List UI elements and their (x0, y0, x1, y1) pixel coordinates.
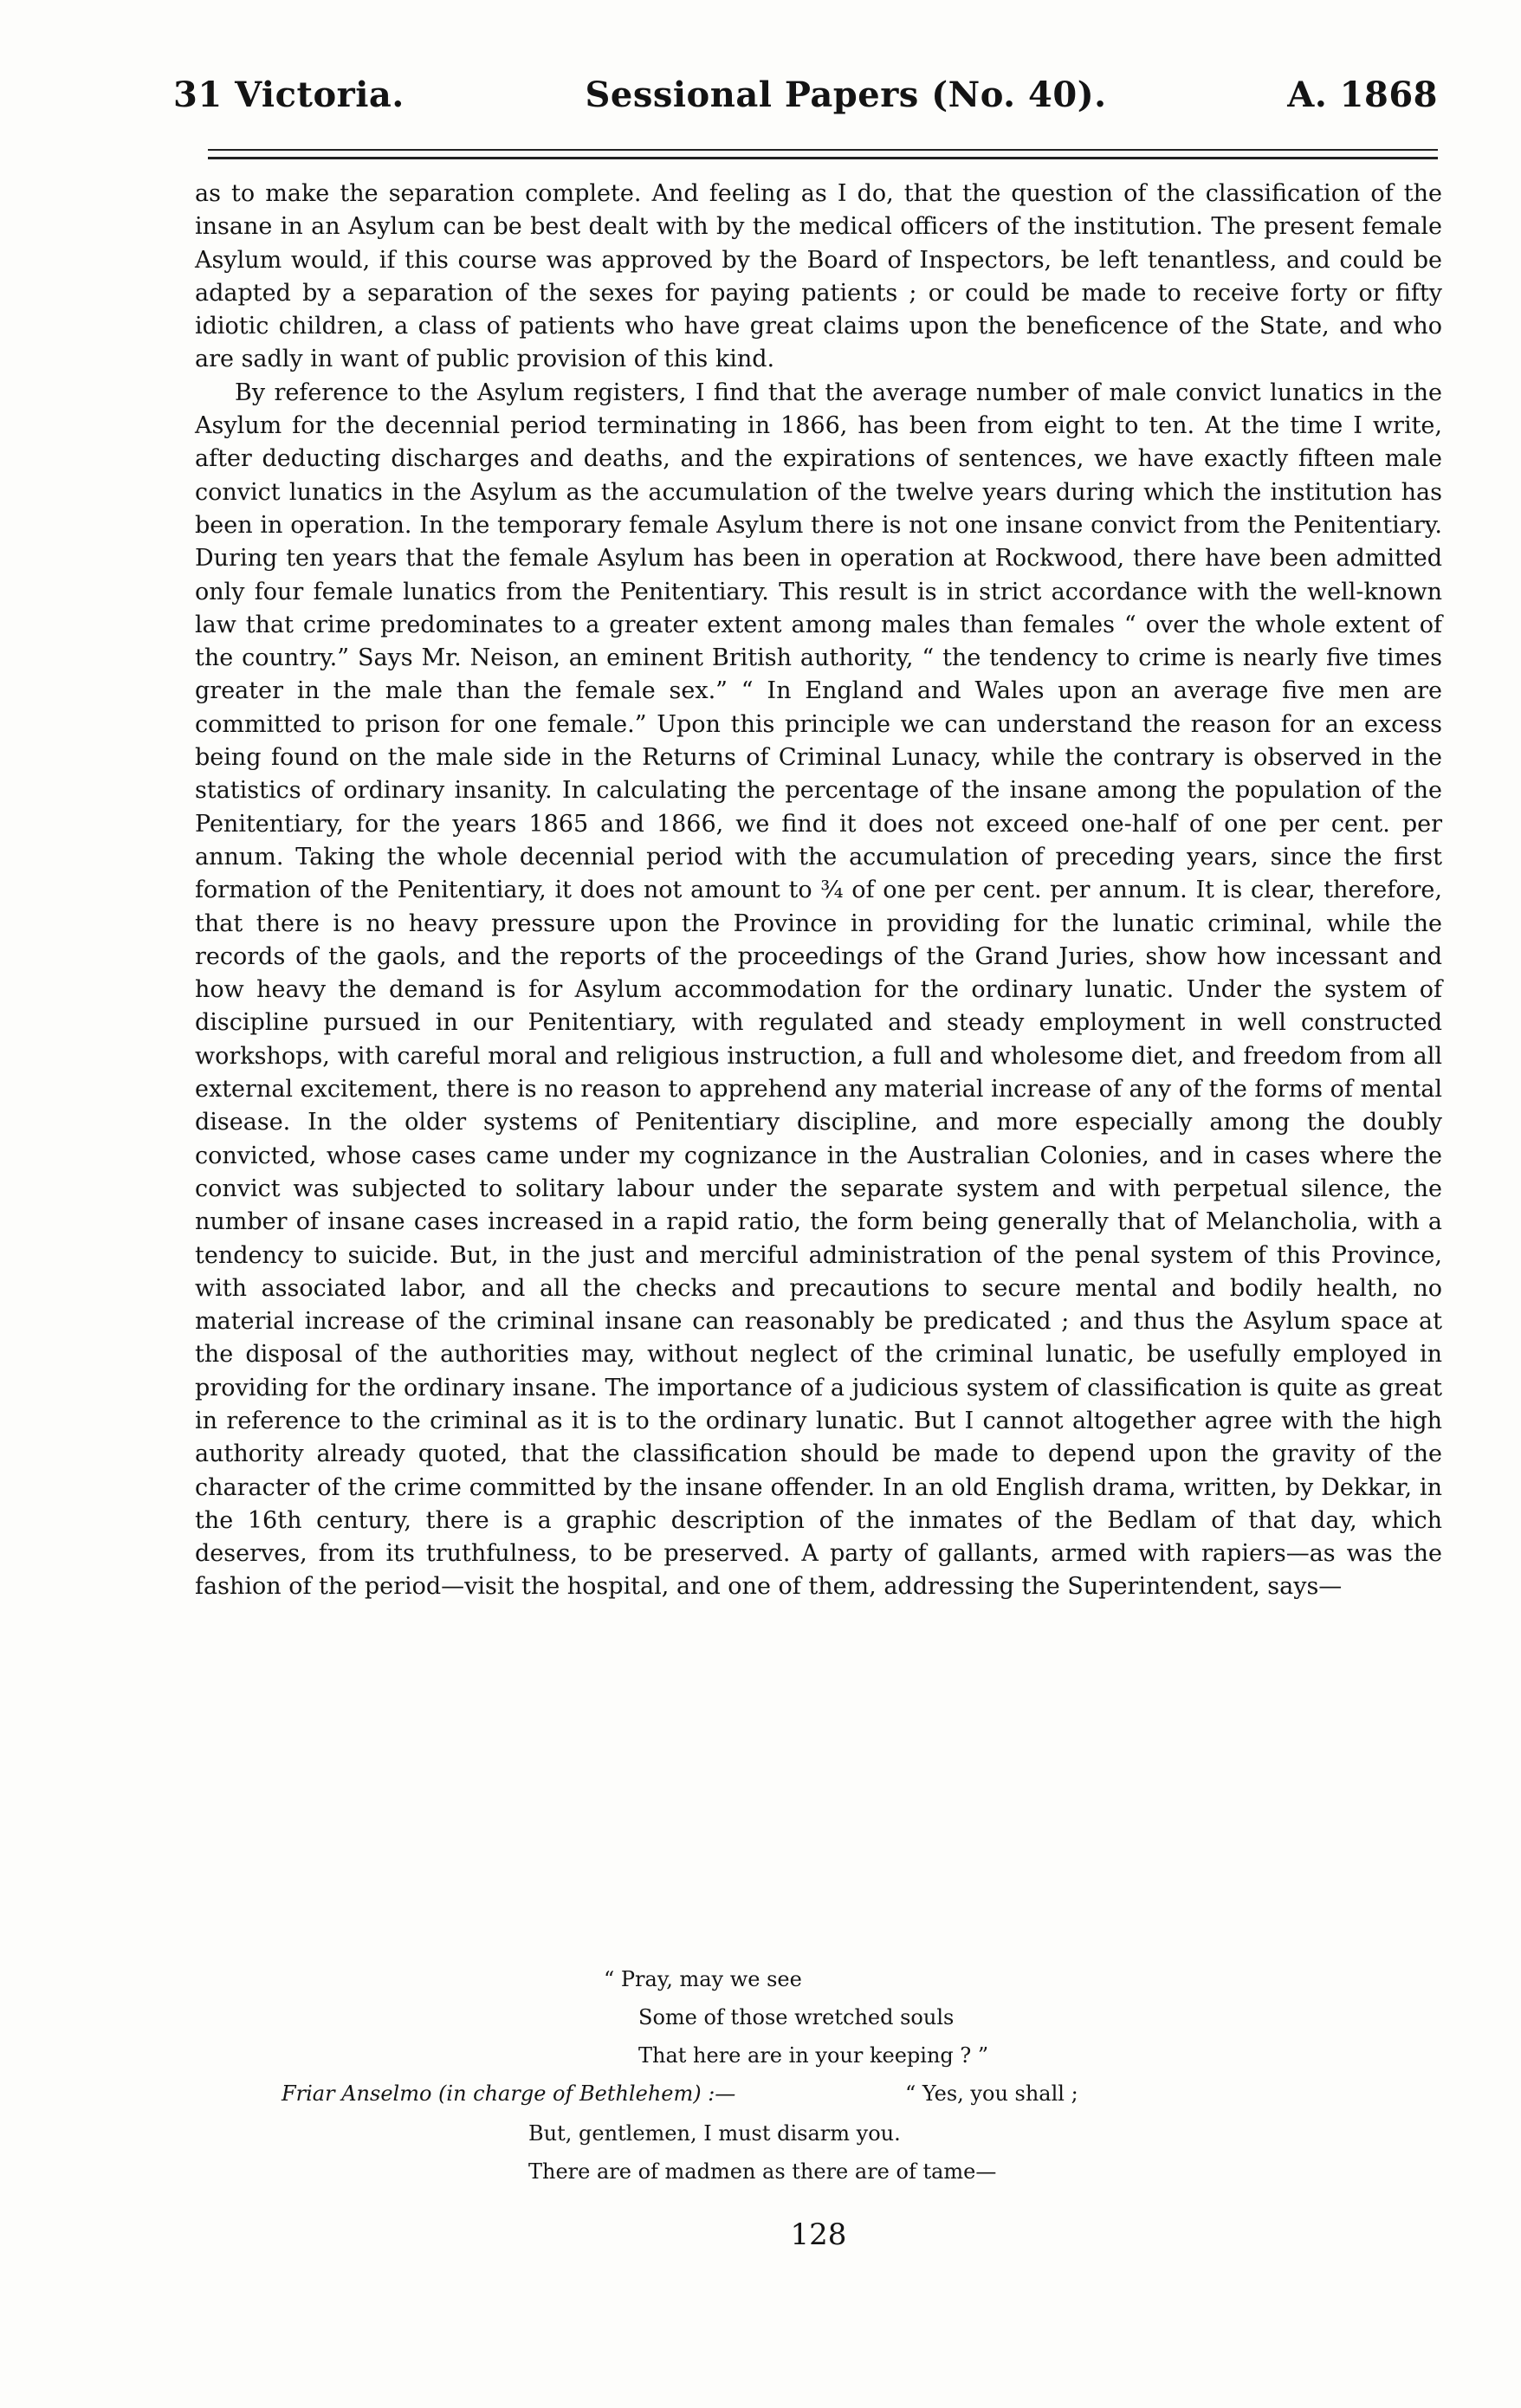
header-session: 31 Victoria. (173, 74, 405, 115)
verse-line: Some of those wretched souls (638, 2005, 955, 2029)
verse-line: That here are in your keeping ? ” (638, 2043, 989, 2068)
verse-line: “ Pray, may we see (604, 1967, 802, 1991)
verse-speaker: Friar Anselmo (in charge of Bethlehem) :— (282, 2081, 736, 2106)
verse-line: There are of madmen as there are of tame— (528, 2159, 997, 2184)
body-text (195, 178, 1442, 1604)
header-rule-thin (208, 149, 1438, 151)
header-year: A. 1868 (1287, 74, 1438, 115)
verse-line: But, gentlemen, I must disarm you. (528, 2121, 901, 2146)
header-rule-thick (208, 157, 1438, 159)
paragraph: By reference to the Asylum registers, I find that the average number of male convict lunatics in the Asylum for the decennial period terminating in 1866, has been from eight to ten. At the time I write, after deducting discharges and deaths, and the expirations of sentences, we have exactly fifteen male convict lunatics in the Asylum as the accumulation of the twelve years during which the institution has been in operation. In the temporary female Asylum there is not one insane convict from the Penitentiary. During ten years that the female Asylum has been in operation at Rockwood, there have been admitted only four female lunatics from the Penitentiary. This result is in strict accordance with the well-known law that crime predominates to a greater extent among males than females “ over the whole extent of the country.” Says Mr. Neison, an eminent British authority, “ the tendency to crime is nearly five times greater in the male than the female sex.” “ In England and Wales upon an average five men are committed to prison for one female.” Upon this principle we can understand the reason for an excess being found on the male side in the Returns of Criminal Lunacy, while the contrary is observed in the statistics of ordinary insanity. In calculating the percentage of the insane among the population of the Penitentiary, for the years 1865 and 1866, we find it does not exceed one-half of one per cent. per annum. Taking the whole decennial period with the accumulation of preceding years, since the first formation of the Penitentiary, it does not amount to ¾ of one per cent. per annum. It is clear, therefore, that there is no heavy pressure upon the Province in providing for the lunatic criminal, while the records of the gaols, and the reports of the proceedings of the Grand Juries, show how incessant and how heavy the demand is for Asylum accommodation for the ordinary lunatic. Under the system of discipline pursued in our Penitentiary, with regulated and steady employment in well constructed workshops, with careful moral and religious instruction, a full and wholesome diet, and freedom from all external excitement, there is no reason to apprehend any material increase of any of the forms of mental disease. In the older systems of Penitentiary discipline, and more especially among the doubly convicted, whose cases came under my cognizance in the Australian Colonies, and in cases where the convict was subjected to solitary labour under the separate system and with perpetual silence, the number of insane cases increased in a rapid ratio, the form being generally that of Melancholia, with a tendency to suicide. But, in the just and merciful administration of the penal system of this Province, with associated labor, and all the checks and precautions to secure mental and bodily health, no material increase of the criminal insane can reasonably be predicated ; and thus the Asylum space at the disposal of the authorities may, without neglect of the criminal lunatic, be usefully employed in providing for the ordinary insane. The importance of a judicious system of classification is quite as great in reference to the criminal as it is to the ordinary lunatic. But I cannot altogether agree with the high authority already quoted, that the classification should be made to depend upon the gravity of the character of the crime committed by the insane offender. In an old English drama, written, by Dekkar, in the 16th century, there is a graphic description of the inmates of the Bedlam of that day, which deserves, from its truthfulness, to be preserved. A party of gallants, armed with rapiers—as was the fashion of the period—visit the hospital, and one of them, addressing the Superintendent, says— (195, 379, 1442, 1601)
running-header (173, 74, 1438, 128)
page-number: 128 (790, 2217, 847, 2252)
verse-line: “ Yes, you shall ; (905, 2081, 1078, 2106)
header-title: Sessional Papers (No. 40). (585, 74, 1107, 115)
paragraph: as to make the separation complete. And feeling as I do, that the question of the classification of the insane in an Asylum can be best dealt with by the medical officers of the institution. The present female Asylum would, if this course was approved by the Board of Inspectors, be left tenantless, and could be adapted by a separation of the sexes for paying patients ; or could be made to receive forty or fifty idiotic children, a class of patients who have great claims upon the beneficence of the State, and who are sadly in want of public provision of this kind. (195, 180, 1442, 373)
